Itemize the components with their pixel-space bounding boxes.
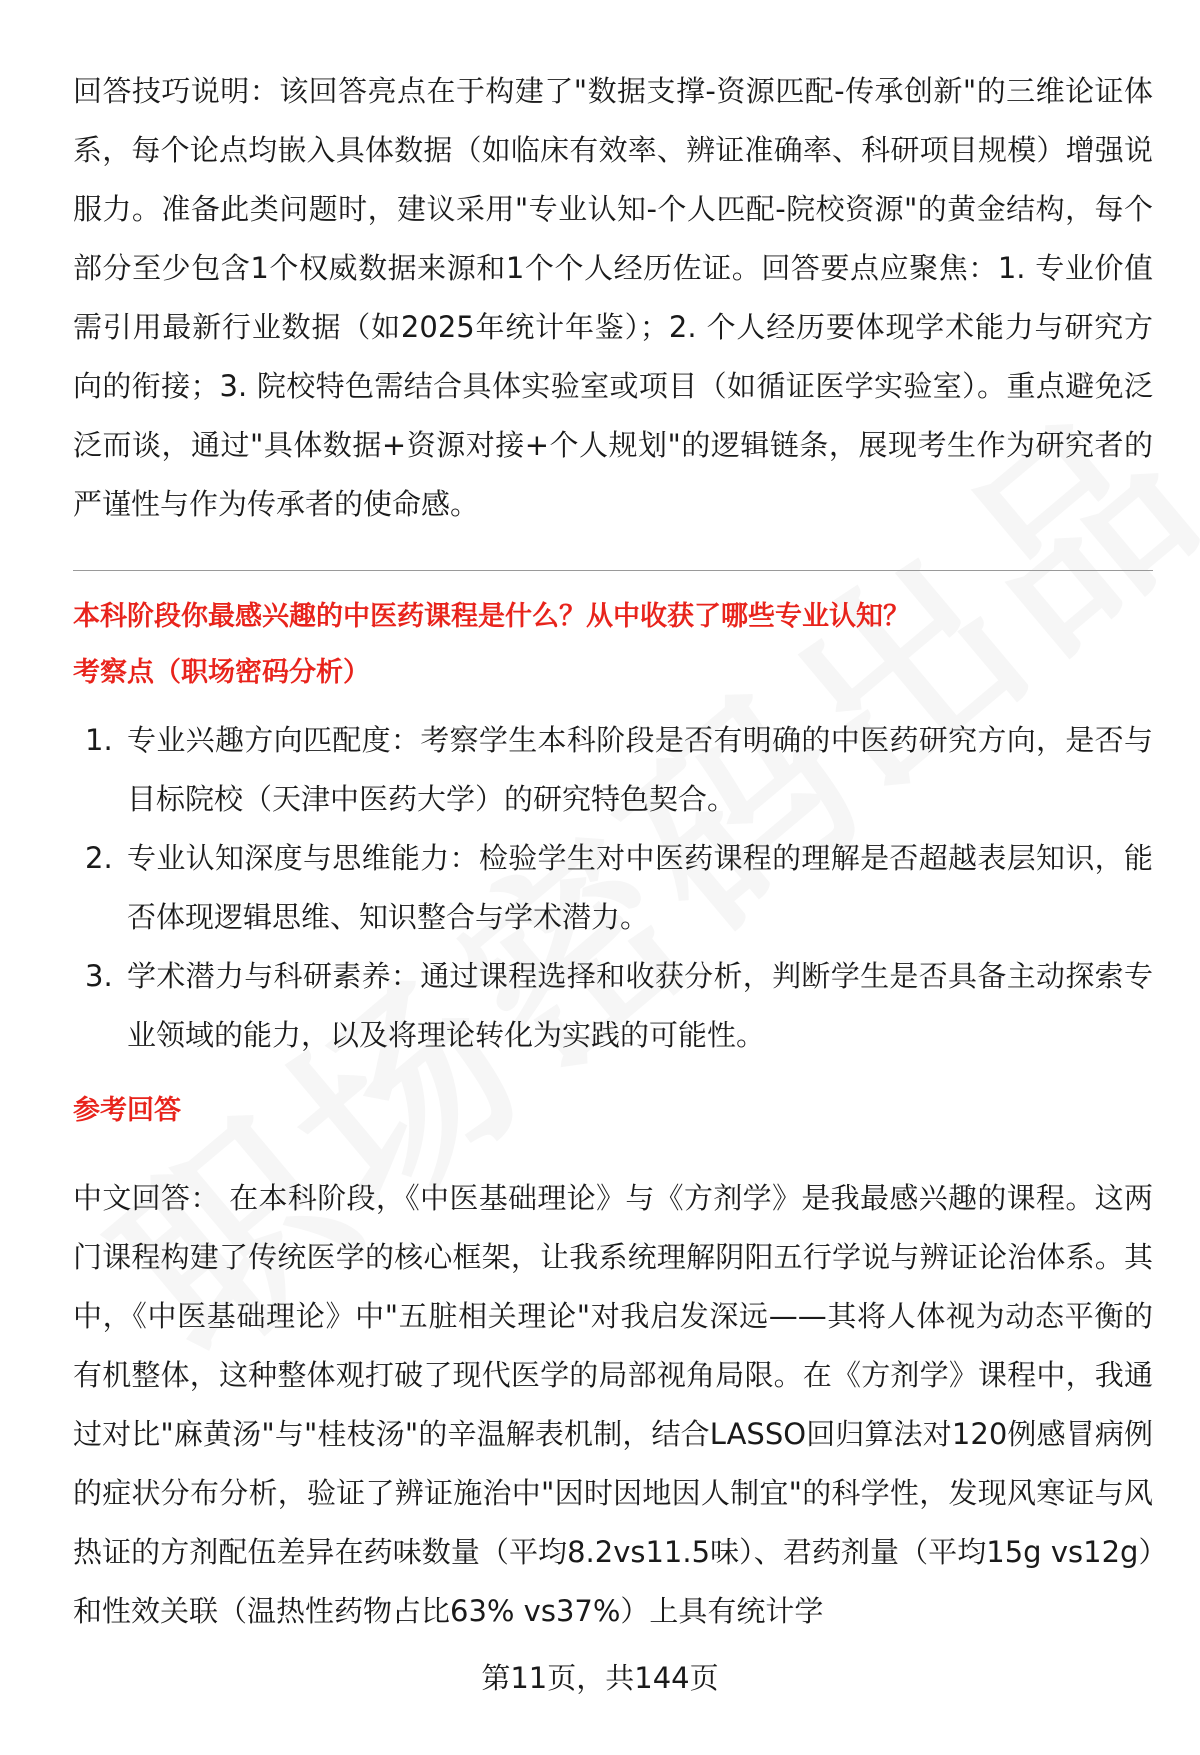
list-number: 3. <box>85 959 113 993</box>
assessment-item-text: 专业兴趣方向匹配度：考察学生本科阶段是否有明确的中医药研究方向，是否与目标院校（天津中医药大学）的研究特色契合。 <box>127 723 1153 816</box>
question-title: 本科阶段你最感兴趣的中医药课程是什么？从中收获了哪些专业认知？ <box>73 601 910 632</box>
section-divider <box>73 570 1153 571</box>
assessment-item <box>73 711 1153 829</box>
list-number: 2. <box>85 841 113 875</box>
reference-heading: 参考回答 <box>73 1095 181 1126</box>
assessment-heading: 考察点（职场密码分析） <box>73 657 370 688</box>
assessment-item-text: 学术潜力与科研素养：通过课程选择和收获分析，判断学生是否具备主动探索专业领域的能力，以及将理论转化为实践的可能性。 <box>127 959 1153 1052</box>
assessment-item <box>73 829 1153 947</box>
page-content <box>73 62 1153 1641</box>
page-footer: 第11页，共144页 <box>481 1661 719 1695</box>
list-number: 1. <box>85 723 113 757</box>
reference-answer: 中文回答： 在本科阶段，《中医基础理论》与《方剂学》是我最感兴趣的课程。这两门课程构建了传统医学的核心框架，让我系统理解阴阳五行学说与辨证论治体系。其中，《中医基础理论》中"五脏相关理论"对我启发深远——其将人体视为动态平衡的有机整体，这种整体观打破了现代医学的局部视角局限。在《方剂学》课程中，我通过对比"麻黄汤"与"桂枝汤"的辛温解表机制，结合LASSO回归算法对120例感冒病例的症状分布分析，验证了辨证施治中"因时因地因人制宜"的科学性，发现风寒证与风热证的方剂配伍差异在药味数量（平均8.2vs11.5味）、君药剂量（平均15g vs12g）和性效关联（温热性药物占比63% vs37%）上具有统计学 <box>73 1181 1153 1628</box>
assessment-item <box>73 947 1153 1065</box>
assessment-item-text: 专业认知深度与思维能力：检验学生对中医药课程的理解是否超越表层知识，能否体现逻辑思维、知识整合与学术潜力。 <box>127 841 1153 934</box>
assessment-list <box>73 711 1153 1065</box>
tips-paragraph: 回答技巧说明：该回答亮点在于构建了"数据支撑-资源匹配-传承创新"的三维论证体系，每个论点均嵌入具体数据（如临床有效率、辨证准确率、科研项目规模）增强说服力。准备此类问题时，建议采用"专业认知-个人匹配-院校资源"的黄金结构，每个部分至少包含1个权威数据来源和1个个人经历佐证。回答要点应聚焦：1. 专业价值需引用最新行业数据（如2025年统计年鉴）；2. 个人经历要体现学术能力与研究方向的衔接；3. 院校特色需结合具体实验室或项目（如循证医学实验室）。重点避免泛泛而谈，通过"具体数据+资源对接+个人规划"的逻辑链条，展现考生作为研究者的严谨性与作为传承者的使命感。 <box>73 74 1153 521</box>
